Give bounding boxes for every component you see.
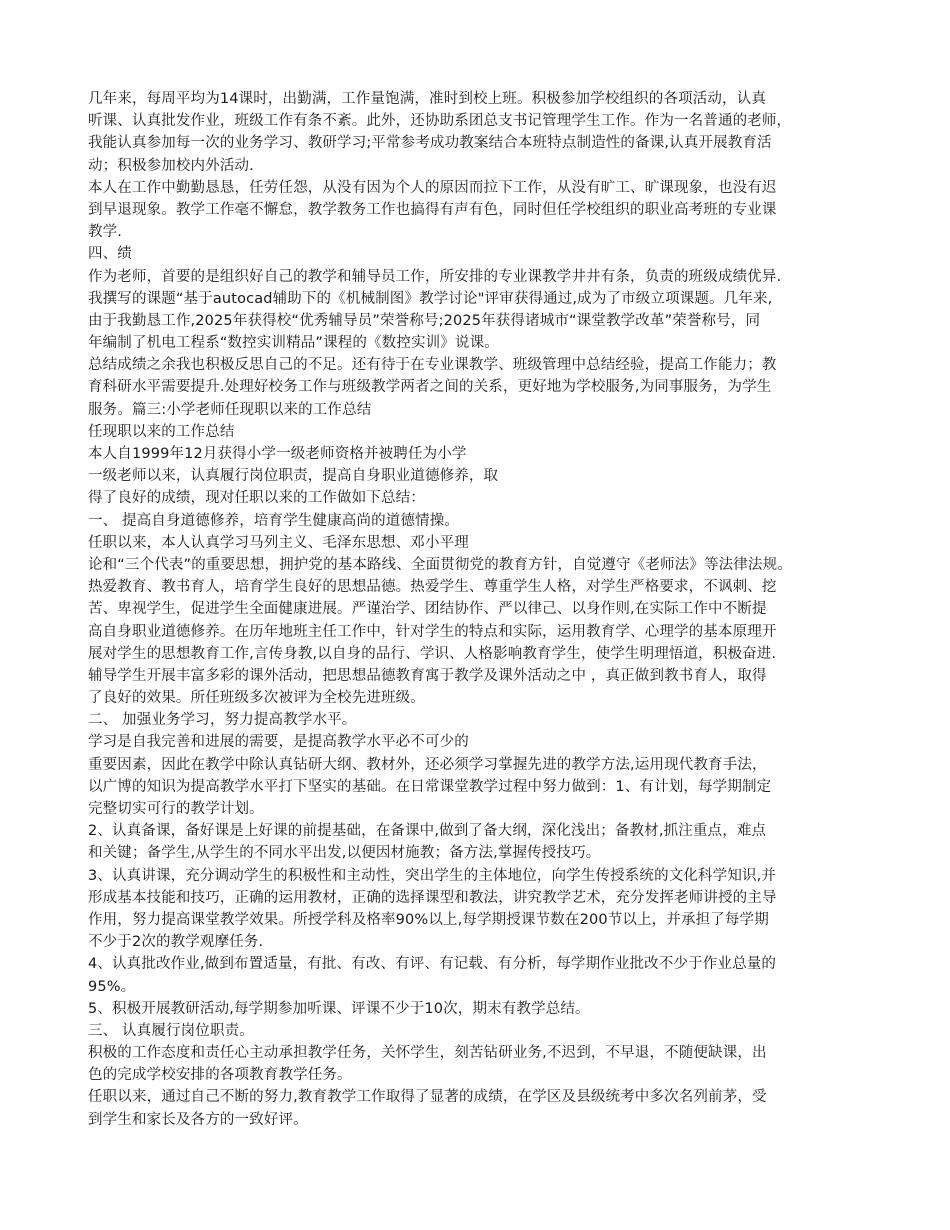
text-line: 作为老师，首要的是组织好自己的教学和辅导员工作，所安排的专业课教学井井有条，负责的班级成绩优异. — [88, 268, 782, 285]
text-line: 95%。 — [88, 978, 136, 995]
document-body — [88, 88, 868, 1131]
text-line: 二、 加强业务学习，努力提高教学水平。 — [88, 712, 357, 729]
text-line: 积极的工作态度和责任心主动承担教学任务，关怀学生，刻苦钻研业务,不迟到，不早退，不随便缺课，出 — [88, 1045, 767, 1062]
text-line: 总结成绩之余我也积极反思自己的不足。还有待于在专业课教学、班级管理中总结经验，提高工作能力；教 — [88, 357, 777, 374]
text-line: 和关键；备学生,从学生的不同水平出发,以便因材施教；备方法,掌握传授技巧。 — [88, 845, 601, 862]
text-line: 动；积极参加校内外活动. — [88, 157, 254, 174]
text-line: 色的完成学校安排的各项教育教学任务。 — [88, 1067, 352, 1084]
text-line: 四、绩 — [88, 246, 132, 263]
text-line: 辅导学生开展丰富多彩的课外活动，把思想品德教育寓于教学及课外活动之中 ，真正做到教书育人，取得 — [88, 667, 767, 684]
text-line: 服务。篇三:小学老师任现职以来的工作总结 — [88, 401, 372, 418]
text-line: 听课、认真批发作业，班级工作有条不紊。此外，还协助系团总支书记管理学生工作。作为一名普通的老师， — [88, 113, 792, 130]
text-line: 了良好的效果。所任班级多次被评为全校先进班级。 — [88, 690, 425, 707]
text-line: 论和“三个代表”的重要思想，拥护党的基本路线、全面贯彻党的教育方针，自觉遵守《老师法》等法律法规。 — [88, 556, 792, 573]
text-line: 高自身职业道德修养。在历年地班主任工作中，针对学生的特点和实际，运用教育学、心理学的基本原理开 — [88, 623, 777, 640]
text-line: 一、 提高自身道德修养，培育学生健康高尚的道德情操。 — [88, 512, 460, 529]
text-line: 三、 认真履行岗位职责。 — [88, 1022, 254, 1039]
text-line: 几年来，每周平均为14课时，出勤满，工作量饱满，准时到校上班。积极参加学校组织的各项活动，认真 — [88, 91, 766, 107]
text-line: 本人在工作中勤勤恳恳，任劳任怨，从没有因为个人的原因而拉下工作，从没有旷工、旷课现象，也没有迟 — [88, 179, 777, 196]
text-line: 任职以来，通过自己不断的努力,教育教学工作取得了显著的成绩，在学区及县级统考中多次名列前茅，受 — [88, 1089, 767, 1106]
text-line: 展对学生的思想教育工作,言传身教,以自身的品行、学识、人格影响教育学生，使学生明理悟道，积极奋进. — [88, 645, 777, 662]
text-line: 任职以来，本人认真学习马列主义、毛泽东思想、邓小平理 — [88, 534, 469, 551]
text-line: 苦、卑视学生，促进学生全面健康进展。严谨治学、团结协作、严以律己、以身作则,在实际工作中不断提 — [88, 601, 767, 618]
text-line: 重要因素，因此在教学中除认真钻研大纲、教材外，还必须学习掌握先进的教学方法,运用现代教育手法， — [88, 756, 767, 773]
text-line: 2、认真备课，备好课是上好课的前提基础，在备课中,做到了备大纲，深化浅出；备教材,抓注重点，难点 — [88, 823, 767, 840]
text-line: 热爱教育、教书育人，培育学生良好的思想品德。热爱学生、尊重学生人格，对学生严格要求，不讽刺、挖 — [88, 579, 777, 596]
text-line: 教学. — [88, 224, 123, 241]
text-line: 我撰写的课题“基于autocad辅助下的《机械制图》教学讨论"评审获得通过,成为了市级立项课题。几年来, — [88, 290, 773, 307]
text-line: 作用，努力提高课堂教学效果。所授学科及格率90%以上,每学期授课节数在200节以上，并承担了每学期 — [88, 911, 769, 928]
text-line: 一级老师以来，认真履行岗位职责，提高自身职业道德修养，取 — [88, 468, 499, 485]
text-line: 任现职以来的工作总结 — [88, 423, 235, 440]
text-line: 到早退现象。教学工作毫不懈怠，教学教务工作也搞得有声有色，同时但任学校组织的职业高考班的专业课 — [88, 201, 777, 218]
text-line: 完整切实可行的教学计划。 — [88, 801, 264, 817]
text-line: 不少于2次的教学观摩任务. — [88, 934, 264, 951]
text-line: 年编制了机电工程系“数控实训精品”课程的《数控实训》说课。 — [88, 335, 499, 352]
text-line: 以广博的知识为提高教学水平打下坚实的基础。在日常课堂教学过程中努力做到：1、有计划，每学期制定 — [88, 778, 772, 795]
text-line: 由于我勤恳工作,2025年获得校“优秀辅导员”荣誉称号;2025年获得诸城市“课堂教学改革”荣誉称号，同 — [88, 312, 761, 329]
text-line: 我能认真参加每一次的业务学习、教研学习;平常参考成功教案结合本班特点制造性的备课,认真开展教育活 — [88, 135, 772, 152]
text-line: 形成基本技能和技巧，正确的运用教材，正确的选择课型和教法，讲究教学艺术，充分发挥老师讲授的主导 — [88, 889, 777, 906]
text-line: 到学生和家长及各方的一致好评。 — [88, 1111, 308, 1128]
text-line: 得了良好的成绩，现对任职以来的工作做如下总结： — [88, 490, 425, 507]
text-line: 4、认真批改作业,做到布置适量，有批、有改、有评、有记载、有分析，每学期作业批改不少于作业总量的 — [88, 956, 777, 973]
text-line: 3、认真讲课，充分调动学生的积极性和主动性，突出学生的主体地位，向学生传授系统的文化科学知识,并 — [88, 867, 777, 884]
text-line: 育科研水平需要提升.处理好校务工作与班级教学两者之间的关系，更好地为学校服务,为同事服务，为学生 — [88, 379, 772, 396]
text-line: 学习是自我完善和进展的需要，是提高教学水平必不可少的 — [88, 734, 469, 751]
text-line: 5、积极开展教研活动,每学期参加听课、评课不少于10次，期末有教学总结。 — [88, 1000, 590, 1017]
text-line: 本人自1999年12月获得小学一级老师资格并被聘任为小学 — [88, 446, 467, 462]
